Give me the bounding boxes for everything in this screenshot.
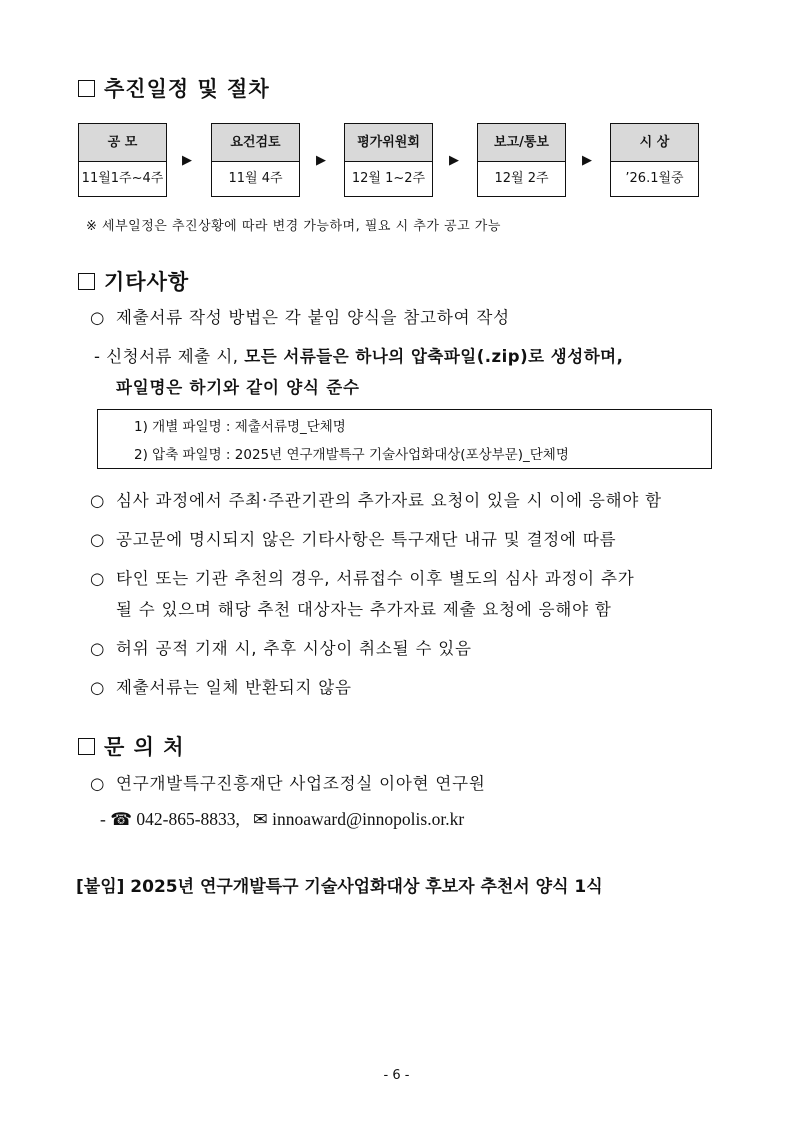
filename-rule-2: 2) 압축 파일명 : 2025년 연구개발특구 기술사업화대상(포상부문)_단체명 (134, 447, 569, 463)
section-title-schedule (78, 73, 270, 103)
checkbox-square-icon (78, 80, 95, 97)
step-box-award (610, 123, 699, 197)
filename-rules-box (97, 409, 712, 469)
phone-number: 042-865-8833, (136, 809, 240, 829)
step-box-review (211, 123, 300, 197)
schedule-note: ※ 세부일정은 추진상황에 따라 변경 가능하며, 필요 시 추가 공고 가능 (86, 219, 501, 234)
arrow-right-icon: ▶ (449, 153, 459, 168)
step-box-committee (344, 123, 433, 197)
section-title-contact (78, 731, 184, 761)
sub-item-instruction: - 신청서류 제출 시, 모든 서류들은 하나의 압축파일(.zip)로 생성하며, (94, 347, 624, 366)
contact-line: - ☎ 042-865-8833, ✉ innoaward@innopolis.or.kr (100, 809, 465, 829)
list-item: ○ 제출서류는 일체 반환되지 않음 (90, 678, 352, 697)
step-period: 11월1주~4주 (81, 171, 164, 186)
list-item: ○ 공고문에 명시되지 않은 기타사항은 특구재단 내규 및 결정에 따름 (90, 530, 617, 549)
checkbox-square-icon (78, 273, 95, 290)
bullet-circle-icon: ○ (90, 639, 106, 658)
arrow-right-icon: ▶ (182, 153, 192, 168)
section-title-text: 추진일정 및 절차 (104, 77, 270, 101)
bullet-circle-icon: ○ (90, 774, 106, 793)
email-link[interactable]: innoaward@innopolis.or.kr (272, 809, 465, 829)
step-period: 12월 1~2주 (351, 171, 426, 186)
bullet-circle-icon: ○ (90, 308, 106, 327)
section-title-text: 기타사항 (104, 270, 190, 294)
contact-org: ○ 연구개발특구진흥재단 사업조정실 이아현 연구원 (90, 774, 486, 793)
filename-rule-1: 1) 개별 파일명 : 제출서류명_단체명 (134, 419, 346, 435)
step-label: 공 모 (79, 124, 166, 162)
step-box-announcement (78, 123, 167, 197)
phone-icon: ☎ (110, 809, 133, 829)
page-number: - 6 - (383, 1068, 410, 1083)
step-label: 평가위원회 (345, 124, 432, 162)
arrow-right-icon: ▶ (316, 153, 326, 168)
step-label: 보고/통보 (478, 124, 565, 162)
bullet-circle-icon: ○ (90, 491, 106, 510)
bullet-circle-icon: ○ (90, 678, 106, 697)
list-item: ○ 타인 또는 기관 추천의 경우, 서류접수 이후 별도의 심사 과정이 추가 (90, 569, 635, 588)
step-period: ’26.1월중 (625, 171, 684, 186)
step-period: 12월 2주 (494, 171, 549, 186)
step-box-report (477, 123, 566, 197)
bullet-circle-icon: ○ (90, 569, 106, 588)
checkbox-square-icon (78, 738, 95, 755)
step-period: 11월 4주 (228, 171, 283, 186)
procedure-flow (78, 123, 703, 199)
list-item-cont: 될 수 있으며 해당 추천 대상자는 추가자료 제출 요청에 응해야 함 (116, 600, 612, 619)
step-label: 요건검토 (212, 124, 299, 162)
step-label: 시 상 (611, 124, 698, 162)
section-title-etc (78, 266, 189, 296)
sub-item-instruction-cont: 파일명은 하기와 같이 양식 준수 (116, 378, 360, 397)
attachment-note: [붙임] 2025년 연구개발특구 기술사업화대상 후보자 추천서 양식 1식 (76, 877, 603, 897)
bullet-circle-icon: ○ (90, 530, 106, 549)
list-item: ○ 심사 과정에서 주최·주관기관의 추가자료 요청이 있을 시 이에 응해야 함 (90, 491, 662, 510)
mail-icon: ✉ (253, 809, 268, 829)
list-item: ○ 허위 공적 기재 시, 추후 시상이 취소될 수 있음 (90, 639, 472, 658)
arrow-right-icon: ▶ (582, 153, 592, 168)
section-title-text: 문 의 처 (104, 735, 185, 759)
list-item: ○ 제출서류 작성 방법은 각 붙임 양식을 참고하여 작성 (90, 308, 510, 327)
